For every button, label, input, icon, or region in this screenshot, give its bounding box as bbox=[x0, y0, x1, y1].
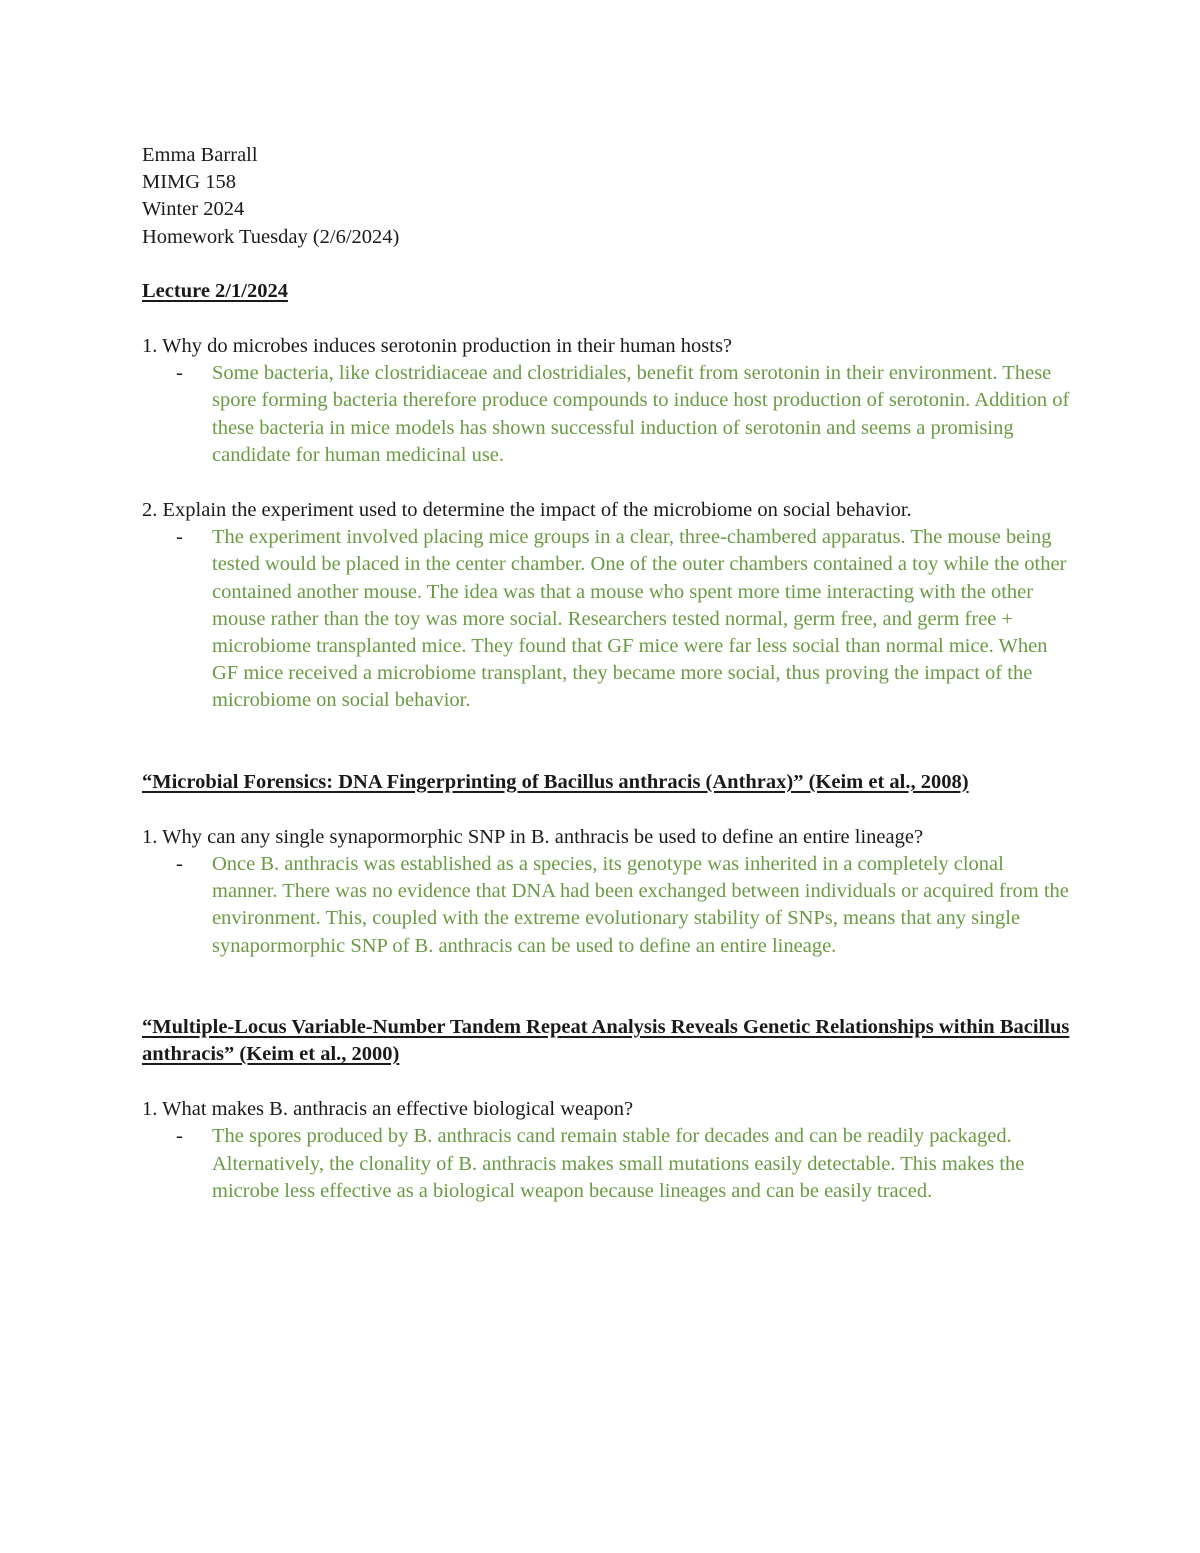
answer-item bbox=[176, 524, 1072, 714]
question-text: 1. What makes B. anthracis an effective biological weapon? bbox=[142, 1098, 634, 1121]
section-heading: “Multiple-Locus Variable-Number Tandem Repeat Analysis Reveals Genetic Relationships within Bacillus anthracis” (Keim et al., 2000) bbox=[142, 1015, 1070, 1066]
section-heading: Lecture 2/1/2024 bbox=[142, 279, 288, 302]
term: Winter 2024 bbox=[142, 198, 245, 221]
bullet-dash: - bbox=[176, 853, 183, 876]
section-lecture bbox=[142, 278, 1072, 715]
bullet-dash: - bbox=[176, 362, 183, 385]
answer-text: The spores produced by B. anthracis cand remain stable for decades and can be readily packaged. Alternatively, the clonality of B. anthracis makes small mutations easily detectable. This makes the microbe less effective as a biological weapon because lineages and can be easily traced. bbox=[212, 1125, 1025, 1202]
answer-item bbox=[176, 1123, 1072, 1205]
section-microbial-forensics bbox=[142, 769, 1072, 960]
bullet-dash: - bbox=[176, 526, 183, 549]
question-block bbox=[142, 497, 1072, 715]
question-block bbox=[142, 1096, 1072, 1205]
question-text: 2. Explain the experiment used to determine the impact of the microbiome on social behavior. bbox=[142, 499, 912, 522]
bullet-dash: - bbox=[176, 1125, 183, 1148]
question-block bbox=[142, 333, 1072, 469]
document-page bbox=[142, 142, 1072, 1205]
question-text: 1. Why can any single synapormorphic SNP in B. anthracis be used to define an entire lineage? bbox=[142, 825, 924, 848]
question-text: 1. Why do microbes induces serotonin production in their human hosts? bbox=[142, 335, 733, 358]
course-code: MIMG 158 bbox=[142, 171, 236, 194]
section-heading: “Microbial Forensics: DNA Fingerprinting of Bacillus anthracis (Anthrax)” (Keim et al., 2008) bbox=[142, 770, 969, 793]
answer-text: The experiment involved placing mice groups in a clear, three-chambered apparatus. The mouse being tested would be placed in the center chamber. One of the outer chambers contained a toy while the other contained another mouse. The idea was that a mouse who spent more time interacting with the other mouse rather than the toy was more social. Researchers tested normal, germ free, and germ free + microbiome transplanted mice. They found that GF mice were far less social than normal mice. When GF mice received a microbiome transplant, they became more social, thus proving the impact of the microbiome on social behavior. bbox=[212, 526, 1067, 712]
answer-text: Some bacteria, like clostridiaceae and clostridiales, benefit from serotonin in their environment. These spore forming bacteria therefore produce compounds to induce host production of serotonin. Addition of these bacteria in mice models has shown successful induction of serotonin and seems a promising candidate for human medicinal use. bbox=[212, 362, 1070, 466]
assignment-title: Homework Tuesday (2/6/2024) bbox=[142, 225, 400, 248]
answer-item bbox=[176, 851, 1072, 960]
answer-item bbox=[176, 360, 1072, 469]
author-name: Emma Barrall bbox=[142, 144, 258, 166]
document-header bbox=[142, 142, 1072, 251]
section-mlva bbox=[142, 1014, 1072, 1205]
question-block bbox=[142, 824, 1072, 960]
answer-text: Once B. anthracis was established as a species, its genotype was inherited in a completely clonal manner. There was no evidence that DNA had been exchanged between individuals or acquired from the environment. This, coupled with the extreme evolutionary stability of SNPs, means that any single synapormorphic SNP of B. anthracis can be used to define an entire lineage. bbox=[212, 853, 1069, 957]
